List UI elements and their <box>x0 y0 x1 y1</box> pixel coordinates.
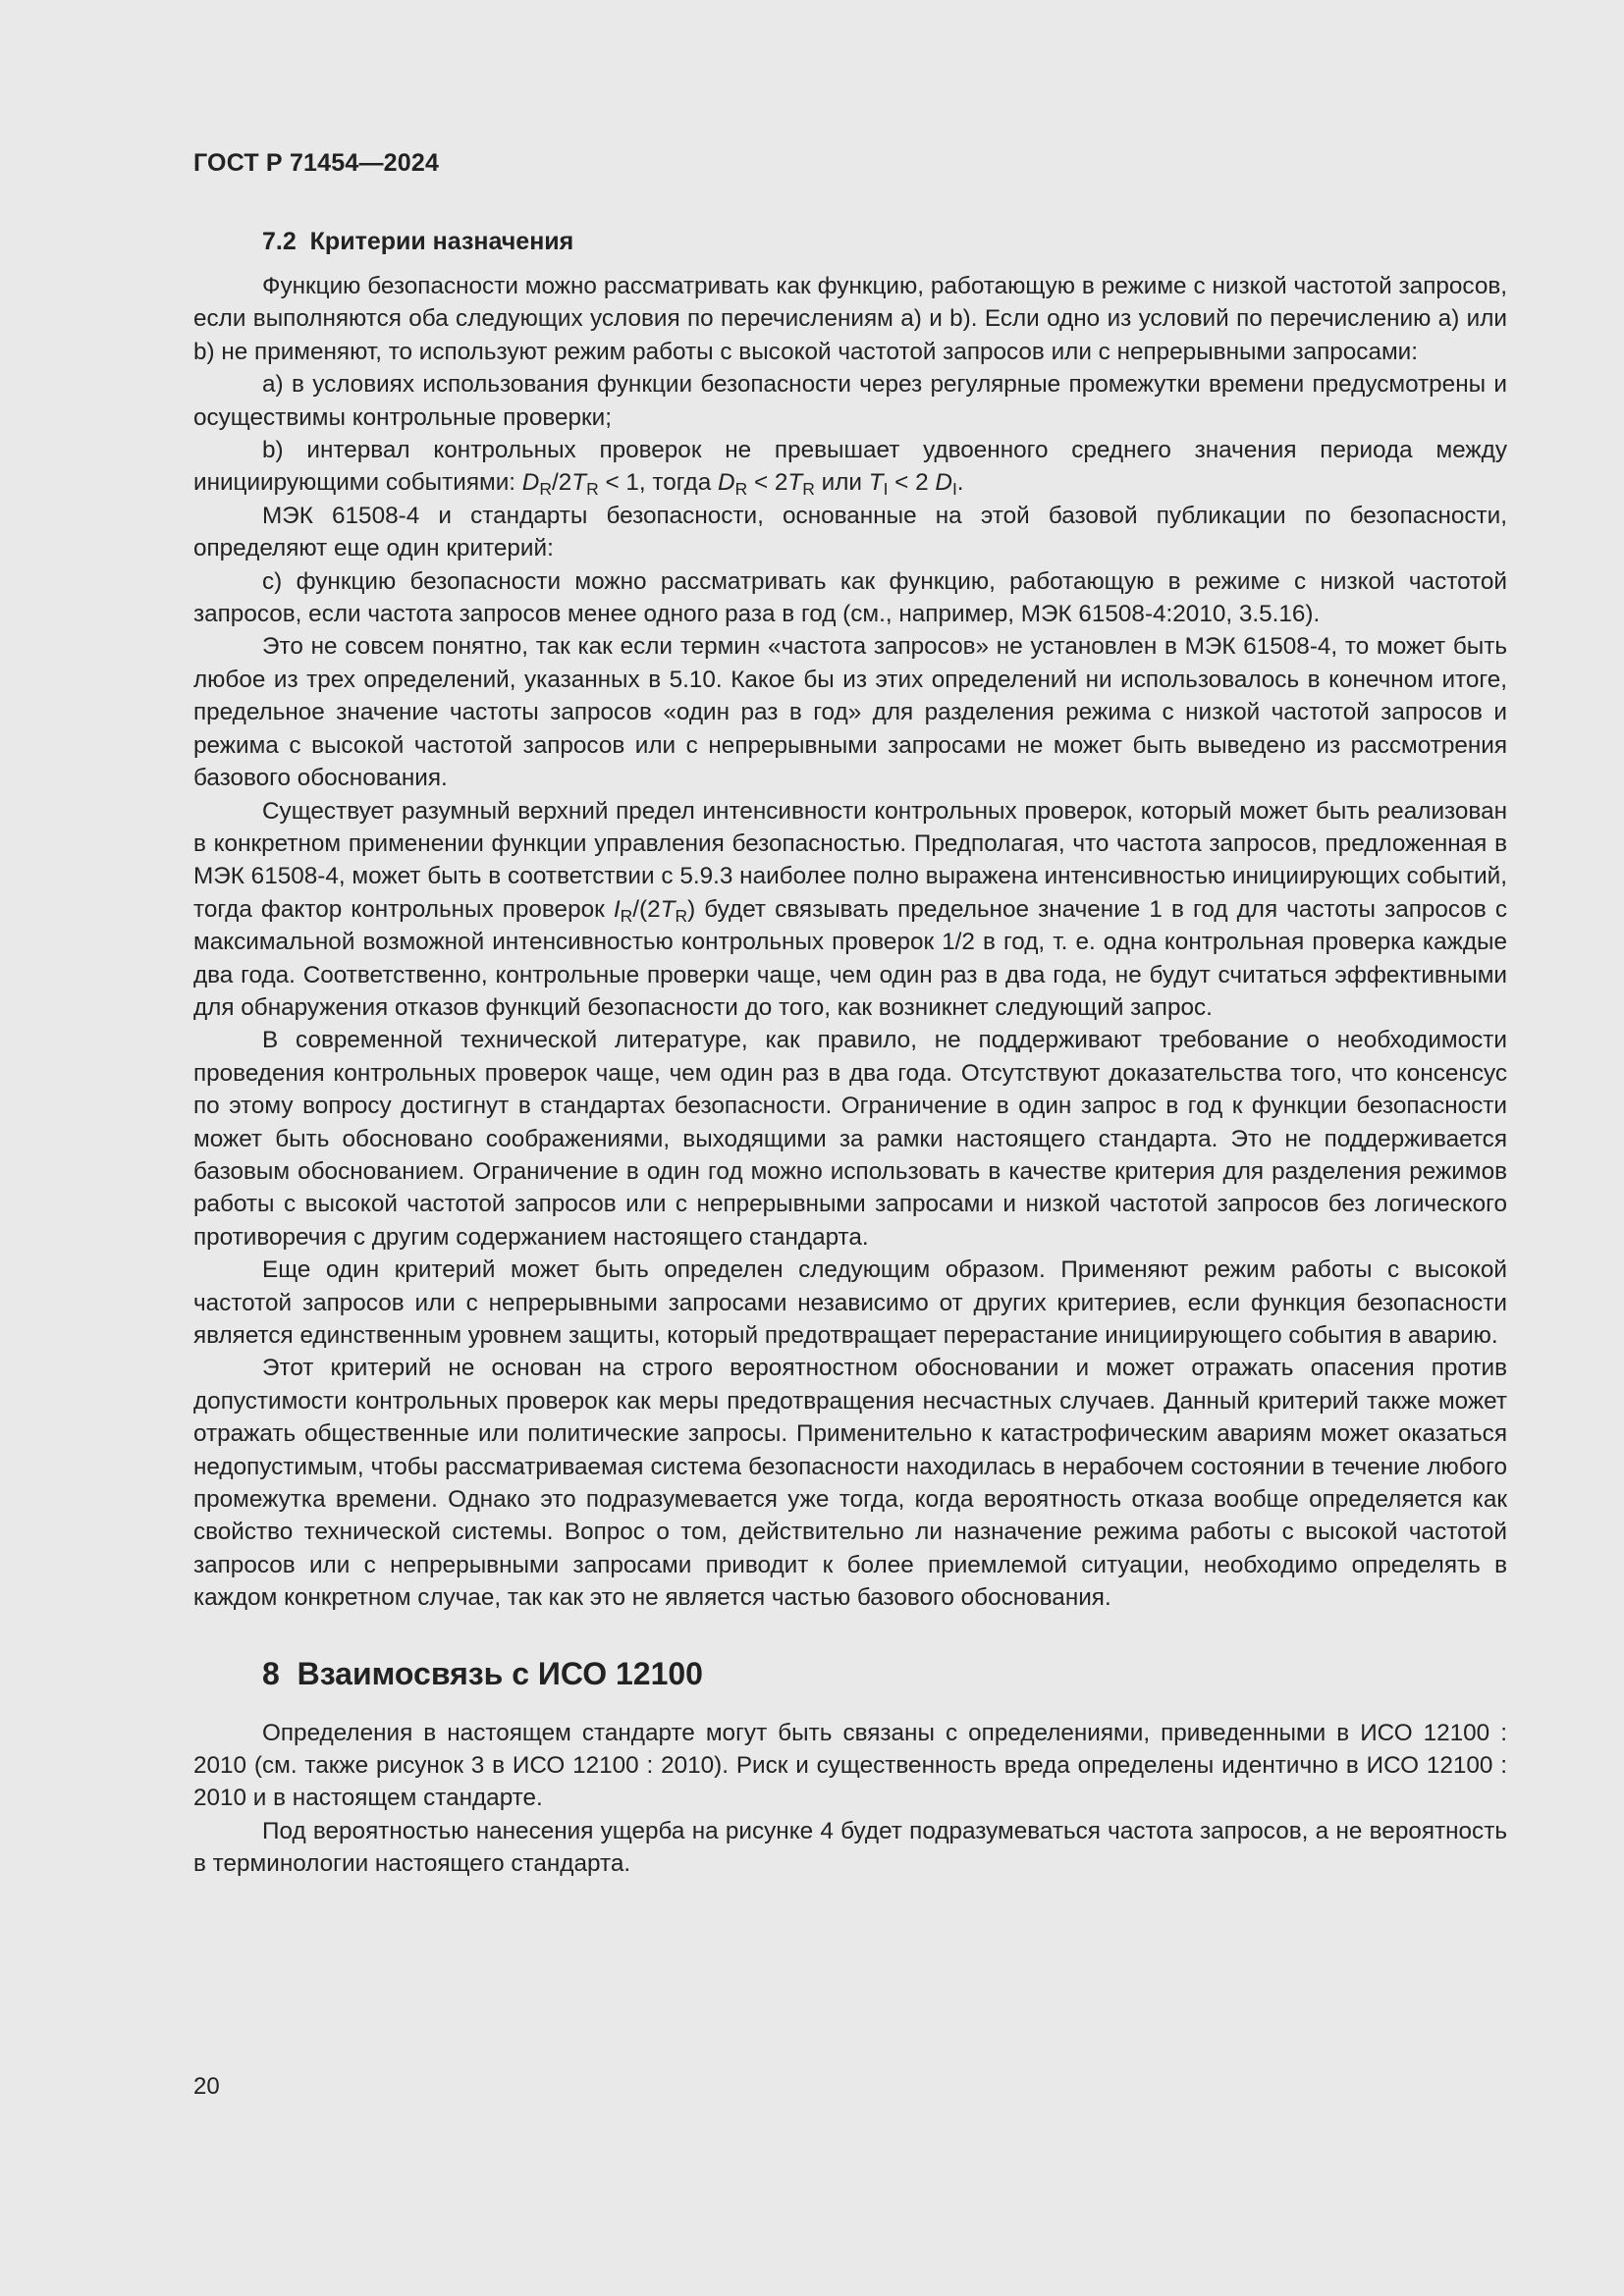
page-number: 20 <box>193 2073 220 2100</box>
paragraph-2: МЭК 61508-4 и стандарты безопасности, основанные на этой базовой публикации по безопасности, определяют еще один критерий: <box>193 502 1507 562</box>
list-item-a: a) в условиях использования функции безопасности через регулярные промежутки времени предусмотрены и осуществимы контрольные проверки; <box>193 371 1507 431</box>
subsection-number: 7.2 <box>262 228 297 255</box>
formula-inline: $D_R/2T_R < 1$, тогда $D_R < 2T_R$ или $T_I < 2$ $D_I$. <box>521 469 964 500</box>
page-content <box>193 226 1507 1881</box>
subsection-title: Критерии назначения <box>309 228 574 255</box>
paragraph-6: Еще один критерий может быть определен следующим образом. Применяют режим работы с высокой частотой запросов или с непрерывными запросами независимо от других критериев, если функция безопасности является единственным уровнем защиты, который предотвращает перерастание инициирующего события в аварию. <box>193 1256 1507 1349</box>
paragraph-5: В современной технической литературе, как правило, не поддерживают требование о необходимости проведения контрольных проверок чаще, чем один раз в два года. Отсутствуют доказательства того, что консенсус по этому вопросу достигнут в стандартах безопасности. Ограничение в один запрос в год к функции безопасности может быть обосновано соображениями, выходящими за рамки настоящего стандарта. Это не поддерживается базовым обоснованием. Ограничение в один год можно использовать в качестве критерия для разделения режимов работы с высокой частотой запросов или с непрерывными запросами и низкой частотой запросов без логического противоречия с другим содержанием настоящего стандарта. <box>193 1027 1507 1251</box>
section-heading <box>262 1654 1507 1693</box>
list-item-b <box>193 434 1507 500</box>
proof-test-factor-formula: $I_R/(2T_R)$ <box>613 895 696 926</box>
paragraph-8: Определения в настоящем стандарте могут быть связаны с определениями, приведенными в ИСО 12100 : 2010 (см. также рисунок 3 в ИСО 12100 : 2010). Риск и существенность вреда определены идентично в ИСО 12100 : 2010 и в настоящем стандарте. <box>193 1719 1507 1812</box>
paragraph-4 <box>193 795 1507 1025</box>
document-header: ГОСТ Р 71454—2024 <box>193 149 440 177</box>
list-item-c: c) функцию безопасности можно рассматривать как функцию, работающую в режиме с низкой частотой запросов, если частота запросов менее одного раза в год (см., например, МЭК 61508-4:2010, 3.5.16). <box>193 567 1507 628</box>
section-number: 8 <box>262 1655 280 1691</box>
paragraph-7: Этот критерий не основан на строго вероятностном обосновании и может отражать опасения против допустимости контрольных проверок как меры предотвращения несчастных случаев. Данный критерий также может отражать общественные или политические запросы. Применительно к катастрофическим авариям может оказаться недопустимым, чтобы рассматриваемая система безопасности находилась в нерабочем состоянии в течение любого промежутка времени. Однако это подразумевается уже тогда, когда вероятность отказа вообще определяется как свойство технической системы. Вопрос о том, действительно ли назначение режима работы с высокой частотой запросов или с непрерывными запросами приводит к более приемлемой ситуации, необходимо определять в каждом конкретном случае, так как это не является частью базового обоснования. <box>193 1355 1507 1612</box>
paragraph-3: Это не совсем понятно, так как если термин «частота запросов» не установлен в МЭК 61508-4, то может быть любое из трех определений, указанных в 5.10. Какое бы из этих определений ни использовалось в конечном итоге, предельное значение частоты запросов «один раз в год» для разделения режима с низкой частотой запросов и режима с высокой частотой запросов или с непрерывными запросами не может быть выведено из рассмотрения базового обоснования. <box>193 633 1507 792</box>
paragraph-1: Функцию безопасности можно рассматривать как функцию, работающую в режиме с низкой частотой запросов, если выполняются оба следующих условия по перечислениям a) и b). Если одно из условий по перечислению a) или b) не применяют, то используют режим работы с высокой частотой запросов или с непрерывными запросами: <box>193 273 1507 365</box>
paragraph-4-part-a: Существует разумный верхний предел интенсивности контрольных проверок, который может быть реализован в конкретном применении функции управления безопасностью. Предполагая, что частота запросов, предложенная в МЭК 61508-4, может быть в соответствии с 5.9.3 наиболее полно выражена интенсивностью инициирующих событий, тогда фактор контрольных проверок <box>193 797 1507 923</box>
subsection-heading <box>262 226 1507 258</box>
paragraph-9: Под вероятностью нанесения ущерба на рисунке 4 будет подразумеваться частота запросов, а не вероятность в терминологии настоящего стандарта. <box>193 1817 1507 1878</box>
section-title: Взаимосвязь с ИСО 12100 <box>297 1655 703 1691</box>
paragraph-4-part-b: будет связывать предельное значение 1 в год для частоты запросов с максимальной возможной интенсивностью контрольных проверок 1/2 в год, т. е. одна контрольная проверка каждые два года. Соответственно, контрольные проверки чаще, чем один раз в два года, не будут считаться эффективными для обнаружения отказов функций безопасности до того, как возникнет следующий запрос. <box>193 895 1508 1021</box>
list-item-b-text: b) интервал контрольных проверок не превышает удвоенного среднего значения периода между инициирующими событиями: <box>193 437 1507 497</box>
